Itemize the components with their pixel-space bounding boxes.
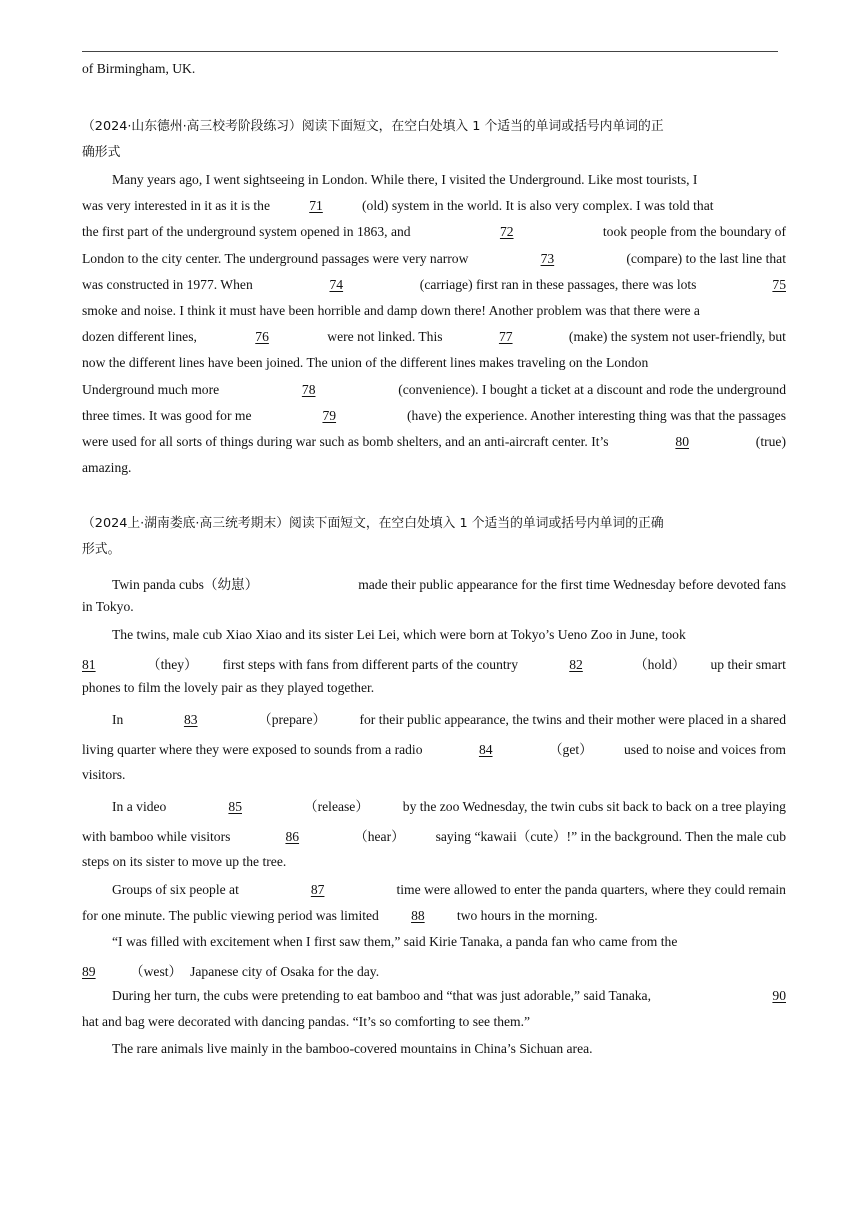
passage-text: (compare) to the last line that — [626, 250, 786, 266]
passage-text: in Tokyo. — [82, 599, 134, 615]
passage-line — [82, 795, 786, 825]
passage-line — [82, 825, 786, 854]
passage-line — [82, 738, 786, 767]
passage-text: (true) — [755, 433, 786, 449]
passage-line — [82, 329, 786, 355]
passage-text: hat and bag were decorated with dancing pandas. “It’s so comforting to see them.” — [82, 1014, 531, 1030]
passage-text: Many years ago, I went sightseeing in London. While there, I visited the Underground. Like most tourists, I — [112, 172, 698, 187]
passage-text: smoke and noise. I think it must have been horrible and damp down there! Another problem was that there were a — [82, 302, 700, 318]
passage-text: (have) the experience. Another interesting thing was that the passages — [407, 407, 786, 423]
passage-line — [82, 251, 786, 277]
passage-line — [82, 988, 786, 1014]
passage-text: （hear） — [354, 828, 405, 844]
section1-header-line2: 确形式 — [82, 145, 121, 161]
passage-text: with bamboo while visitors — [82, 828, 231, 844]
passage-text: amazing. — [82, 460, 132, 476]
passage-text: （prepare） — [258, 711, 327, 727]
passage-line — [82, 408, 786, 434]
section2-header — [82, 512, 786, 564]
passage-line — [82, 627, 786, 653]
section2-header-line2: 形式。 — [82, 542, 121, 558]
blank-76[interactable]: 76 — [255, 329, 269, 345]
passage-text: phones to film the lovely pair as they played together. — [82, 679, 375, 695]
passage-text: dozen different lines, — [82, 329, 197, 345]
passage-text: （hold） — [634, 657, 686, 673]
passage-text: （they） — [147, 657, 198, 673]
passage-text: saying “kawaii（cute）!” in the background. Then the male cub — [435, 828, 786, 844]
blank-81[interactable]: 81 — [82, 657, 96, 673]
passage-text: for their public appearance, the twins and their mother were placed in a shared — [359, 711, 786, 727]
passage-text: the first part of the underground system opened in 1863, and — [82, 224, 411, 240]
passage-line — [82, 382, 786, 408]
passage-line — [82, 908, 786, 934]
blank-88[interactable]: 88 — [411, 907, 425, 923]
passage-line — [82, 573, 786, 599]
blank-77[interactable]: 77 — [498, 329, 513, 345]
blank-80[interactable]: 80 — [675, 433, 689, 449]
passage-line — [82, 1041, 786, 1067]
passage-line — [82, 934, 786, 960]
passage-line — [82, 960, 786, 988]
blank-78[interactable]: 78 — [301, 381, 316, 397]
section1-header-line1: （2024·山东德州·高三校考阶段练习）阅读下面短文，在空白处填入 1 个适当的单词或括号内单词的正 — [82, 119, 664, 134]
blank-84[interactable]: 84 — [478, 741, 493, 757]
passage-text: up their smart — [710, 657, 786, 673]
passage-line — [82, 277, 786, 303]
passage-text: In — [112, 711, 124, 727]
passage-line — [82, 198, 786, 224]
passage-line — [82, 767, 786, 795]
passage-text: The twins, male cub Xiao Xiao and its sister Lei Lei, which were born at Tokyo’s Ueno Zoo in June, took — [112, 627, 686, 643]
continuation-text-block — [82, 61, 786, 87]
passage-line — [82, 355, 786, 381]
passage-text: （get） — [548, 741, 593, 757]
passage-text: two hours in the morning. — [456, 907, 598, 923]
blank-82[interactable]: 82 — [569, 657, 583, 673]
passage-text: (convenience). I bought a ticket at a discount and rode the underground — [398, 381, 786, 397]
blank-79[interactable]: 79 — [322, 407, 337, 423]
passage-text: now the different lines have been joined. The union of the different lines makes traveling on the London — [82, 355, 649, 371]
continuation-line: of Birmingham, UK. — [82, 61, 196, 76]
blank-85[interactable]: 85 — [228, 798, 242, 814]
passage-text: by the zoo Wednesday, the twin cubs sit back to back on a tree playing — [402, 798, 786, 814]
section1-header — [82, 115, 786, 167]
section2-passage — [82, 573, 786, 1067]
passage-text: made their public appearance for the first time Wednesday before devoted fans — [358, 577, 786, 592]
blank-75[interactable]: 75 — [772, 276, 786, 292]
passage-text: During her turn, the cubs were pretending to eat bamboo and “that was just adorable,” said Tanaka, — [112, 988, 651, 1004]
blank-72[interactable]: 72 — [499, 224, 514, 240]
passage-text: The rare animals live mainly in the bamboo-covered mountains in China’s Sichuan area. — [112, 1040, 593, 1056]
passage-text: London to the city center. The underground passages were very narrow — [82, 250, 469, 266]
passage-text: first steps with fans from different parts of the country — [222, 657, 518, 673]
passage-text: was constructed in 1977. When — [82, 276, 253, 292]
blank-87[interactable]: 87 — [310, 881, 325, 897]
section2-header-line1: （2024上·湖南娄底·高三统考期末）阅读下面短文，在空白处填入 1 个适当的单词或括号内单词的正确 — [82, 516, 664, 531]
passage-text: Twin panda cubs（幼崽） — [112, 577, 259, 592]
passage-text: （west） — [130, 964, 183, 980]
passage-text: steps on its sister to move up the tree. — [82, 853, 287, 869]
passage-text: Groups of six people at — [112, 881, 239, 897]
passage-line — [82, 434, 786, 460]
passage-line — [82, 599, 786, 627]
passage-line — [82, 224, 786, 250]
section1-passage — [82, 172, 786, 486]
blank-74[interactable]: 74 — [329, 276, 344, 292]
passage-text: was very interested in it as it is the — [82, 198, 271, 214]
passage-text: In a video — [112, 798, 167, 814]
blank-73[interactable]: 73 — [540, 250, 555, 266]
passage-line — [82, 882, 786, 908]
passage-text: living quarter where they were exposed to sounds from a radio — [82, 741, 423, 757]
blank-71[interactable]: 71 — [309, 198, 323, 214]
passage-text: （release） — [304, 798, 369, 814]
blank-86[interactable]: 86 — [285, 828, 300, 844]
passage-text: “I was filled with excitement when I first saw them,” said Kirie Tanaka, a panda fan who came from the — [112, 933, 678, 949]
passage-text: three times. It was good for me — [82, 407, 252, 423]
blank-90[interactable]: 90 — [772, 988, 786, 1004]
passage-line — [82, 854, 786, 882]
passage-line — [82, 303, 786, 329]
passage-line — [82, 680, 786, 708]
passage-text: time were allowed to enter the panda quarters, where they could remain — [396, 881, 786, 897]
passage-text: (carriage) first ran in these passages, there was lots — [419, 276, 697, 292]
passage-text: used to noise and voices from — [624, 741, 786, 757]
passage-line — [82, 653, 786, 679]
passage-text: for one minute. The public viewing period was limited — [82, 907, 379, 923]
passage-line — [82, 1014, 786, 1040]
passage-text: Underground much more — [82, 381, 220, 397]
passage-text: were not linked. This — [327, 329, 443, 345]
passage-text: were used for all sorts of things during war such as bomb shelters, and an anti-aircraft center. It’s — [82, 433, 609, 449]
passage-line — [82, 708, 786, 738]
passage-text: visitors. — [82, 766, 126, 782]
blank-83[interactable]: 83 — [183, 711, 198, 727]
blank-89[interactable]: 89 — [82, 964, 96, 980]
passage-text: (make) the system not user-friendly, but — [568, 329, 786, 345]
passage-line — [82, 460, 786, 486]
passage-line — [82, 172, 786, 198]
passage-text: Japanese city of Osaka for the day. — [190, 964, 380, 980]
header-rule — [82, 51, 778, 52]
passage-text: (old) system in the world. It is also very complex. I was told that — [362, 198, 714, 214]
passage-text: took people from the boundary of — [602, 224, 786, 240]
